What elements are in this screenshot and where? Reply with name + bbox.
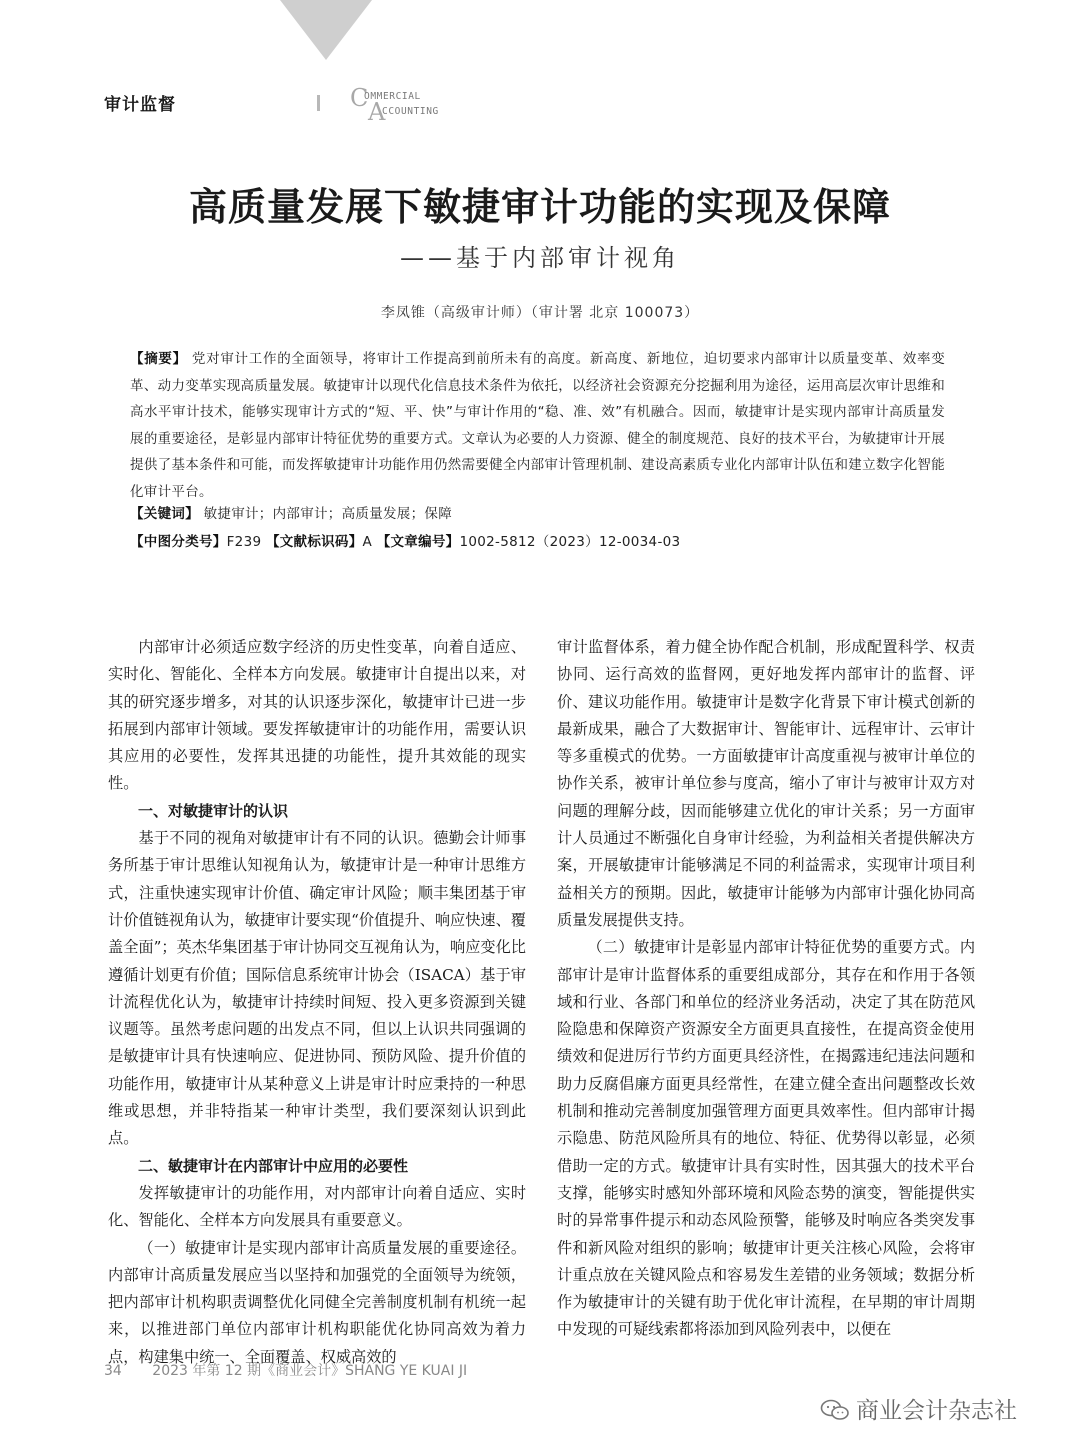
article-no-label: 【文章编号】 xyxy=(376,534,460,550)
wechat-icon xyxy=(820,1399,850,1421)
clc-value: F239 xyxy=(226,534,262,550)
journal-brand xyxy=(350,84,500,126)
wechat-watermark xyxy=(820,1392,1017,1425)
keywords-text: 敏捷审计；内部审计；高质量发展；保障 xyxy=(203,506,452,522)
keywords-line xyxy=(130,502,945,522)
section-heading-2: 二、敏捷审计在内部审计中应用的必要性 xyxy=(138,1156,409,1175)
brand-letter-c: C xyxy=(350,84,369,112)
doc-code-value: A xyxy=(362,534,373,550)
classification-line xyxy=(130,530,945,550)
abstract xyxy=(130,346,945,505)
body-column-left xyxy=(108,634,526,1371)
paragraph: 审计监督体系，着力健全协作配合机制，形成配置科学、权责协同、运行高效的监督网，更好地发挥内部审计的监督、评价、建议功能作用。敏捷审计是数字化背景下审计模式创新的最新成果，融合了大数据审计、智能审计、远程审计、云审计等多重模式的优势。一方面敏捷审计高度重视与被审计单位的协作关系，被审计单位参与度高，缩小了审计与被审计双方对问题的理解分歧，因而能够建立优化的审计关系；另一方面审计人员通过不断强化自身审计经验，为利益相关者提供解决方案，开展敏捷审计能够满足不同的利益需求，实现审计项目利益相关方的预期。因此，敏捷审计能够为内部审计强化协同高质量发展提供支持。 xyxy=(557,638,975,929)
decorative-triangle xyxy=(280,0,372,60)
issue-info: 2023 年第 12 期《商业会计》SHANG YE KUAI JI xyxy=(152,1363,468,1379)
article-subtitle: ——基于内部审计视角 xyxy=(400,244,680,272)
watermark-text: 商业会计杂志社 xyxy=(856,1398,1017,1424)
section-heading-1: 一、对敏捷审计的认识 xyxy=(138,801,289,820)
author-line: 李凤锥（高级审计师）（审计署 北京 100073） xyxy=(380,305,700,321)
paragraph: （二）敏捷审计是彰显内部审计特征优势的重要方式。内部审计是审计监督体系的重要组成部分，其存在和作用于各领域和行业、各部门和单位的经济业务活动，决定了其在防范风险隐患和保障资产资源安全方面更具直接性，在提高资金使用绩效和促进厉行节约方面更具经济性，在揭露违纪违法问题和助力反腐倡廉方面更具经常性，在建立健全查出问题整改长效机制和推动完善制度加强管理方面更具效率性。但内部审计揭示隐患、防范风险所具有的地位、特征、优势得以彰显，必须借助一定的方式。敏捷审计具有实时性，因其强大的技术平台支撑，能够实时感知外部环境和风险态势的演变，智能提供实时的异常事件提示和动态风险预警，能够及时响应各类突发事件和新风险对组织的影响；敏捷审计更关注核心风险，会将审计重点放在关键风险点和容易发生差错的业务领域；数据分析作为敏捷审计的关键有助于优化审计流程，在早期的审计周期中发现的可疑线索都将添加到风险列表中，以便在 xyxy=(557,938,975,1339)
doc-code-label: 【文献标识码】 xyxy=(265,534,363,550)
paragraph: 基于不同的视角对敏捷审计有不同的认识。德勤会计师事务所基于审计思维认知视角认为，敏捷审计是一种审计思维方式，注重快速实现审计价值、确定审计风险；顺丰集团基于审计价值链视角认为，敏捷审计要实现“价值提升、响应快速、覆盖全面”；英杰华集团基于审计协同交互视角认为，响应变化比遵循计划更有价值；国际信息系统审计协会（ISACA）基于审计流程优化认为，敏捷审计持续时间短、投入更多资源到关键议题等。虽然考虑问题的出发点不同，但以上认识共同强调的是敏捷审计具有快速响应、促进协同、预防风险、提升价值的功能作用，敏捷审计从某种意义上讲是审计时应秉持的一种思维或思想，并非特指某一种审计类型，我们要深刻认识到此点。 xyxy=(108,829,526,1148)
section-label: 审计监督 xyxy=(104,95,176,115)
paragraph: 内部审计必须适应数字经济的历史性变革，向着自适应、实时化、智能化、全样本方向发展。敏捷审计自提出以来，对其的研究逐步增多，对其的认识逐步深化，敏捷审计已进一步拓展到内部审计领域。要发挥敏捷审计的功能作用，需要认识其应用的必要性，发挥其迅捷的功能性，提升其效能的现实性。 xyxy=(108,638,526,793)
article-title: 高质量发展下敏捷审计功能的实现及保障 xyxy=(188,185,891,229)
brand-letter-a: A xyxy=(368,98,386,126)
keywords-label: 【关键词】 xyxy=(130,506,199,522)
clc-label: 【中图分类号】 xyxy=(130,534,227,550)
body-column-right xyxy=(557,634,975,1344)
paragraph: （一）敏捷审计是实现内部审计高质量发展的重要途径。内部审计高质量发展应当以坚持和加强党的全面领导为统领，把内部审计机构职责调整优化同健全完善制度机制有机统一起来，以推进部门单位内部审计机构职能优化协同高效为着力点，构建集中统一、全面覆盖、权威高效的 xyxy=(108,1238,526,1366)
page-footer xyxy=(104,1360,467,1380)
article-no-value: 1002-5812（2023）12-0034-03 xyxy=(459,534,681,550)
abstract-label: 【摘要】 xyxy=(130,351,187,367)
header-divider xyxy=(317,95,320,111)
abstract-text: 党对审计工作的全面领导，将审计工作提高到前所未有的高度。新高度、新地位，迫切要求内部审计以质量变革、效率变革、动力变革实现高质量发展。敏捷审计以现代化信息技术条件为依托，以经济社会资源充分挖掘利用为途径，运用高层次审计思维和高水平审计技术，能够实现审计方式的“短、平、快”与审计作用的“稳、准、效”有机融合。因而，敏捷审计是实现内部审计高质量发展的重要途径，是彰显内部审计特征优势的重要方式。文章认为必要的人力资源、健全的制度规范、良好的技术平台，为敏捷审计开展提供了基本条件和可能，而发挥敏捷审计功能作用仍然需要健全内部审计管理机制、建设高素质专业化内部审计队伍和建立数字化智能化审计平台。 xyxy=(130,351,945,500)
paragraph: 发挥敏捷审计的功能作用，对内部审计向着自适应、实时化、智能化、全样本方向发展具有重要意义。 xyxy=(108,1183,526,1230)
page-number: 34 xyxy=(104,1363,122,1379)
brand-word-accounting: CCOUNTING xyxy=(382,106,439,117)
brand-word-commercial: OMMERCIAL xyxy=(364,91,421,102)
